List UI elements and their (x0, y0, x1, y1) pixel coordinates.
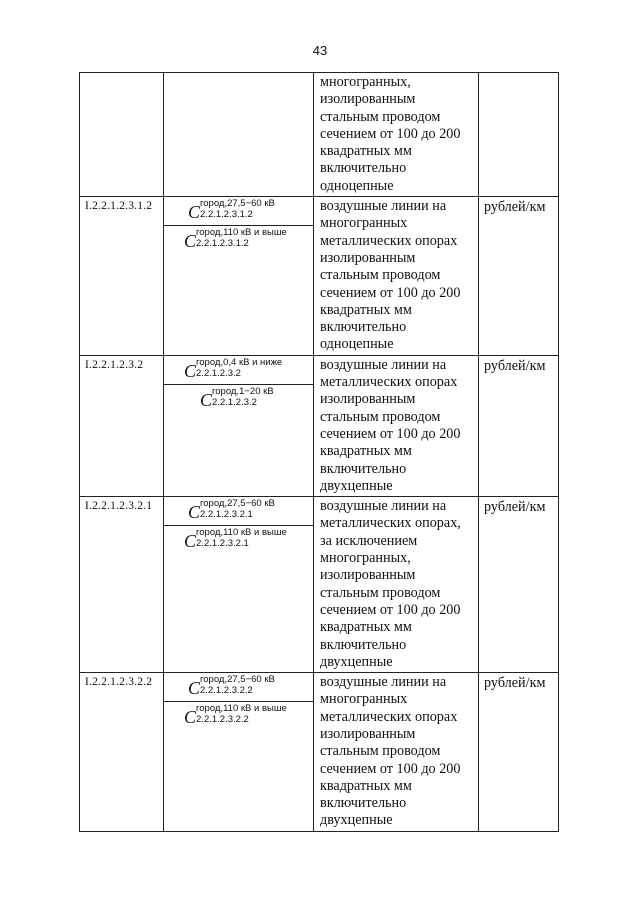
formula-symbol: C (200, 389, 213, 410)
formula-subscript: 2.2.1.2.3.2 (212, 396, 257, 408)
formula-subscript: 2.2.1.2.3.1.2 (196, 238, 249, 250)
row-code: I.2.2.1.2.3.2 (80, 355, 164, 496)
row-unit: рублей/км (479, 497, 559, 673)
table-row (80, 355, 559, 496)
formula-cell (164, 384, 313, 414)
formula-symbol: C (184, 360, 197, 381)
row-code (80, 73, 164, 197)
formula-superscript: город,27,5−60 кВ (200, 198, 275, 210)
formula-symbol: C (184, 531, 197, 552)
formula-cell (164, 356, 313, 384)
formula-superscript: город,110 кВ и выше (196, 527, 287, 539)
row-formula (164, 497, 314, 673)
formula-superscript: город,27,5−60 кВ (200, 674, 275, 686)
row-description: воздушные линии на многогранных металлических опорах изолированным стальным проводом сечением от 100 до 200 квадратных мм включительно двухцепные (314, 673, 479, 832)
row-description: воздушные линии на металлических опорах изолированным стальным проводом сечением от 100 до 200 квадратных мм включительно двухцепные (314, 355, 479, 496)
formula-subscript: 2.2.1.2.3.2.1 (196, 538, 249, 550)
formula-cell (164, 673, 313, 701)
formula-superscript: город,27,5−60 кВ (200, 498, 275, 510)
formula-superscript: город,0,4 кВ и ниже (196, 356, 283, 368)
row-unit: рублей/км (479, 355, 559, 496)
formula-superscript: город,110 кВ и выше (196, 227, 287, 239)
formula-cell (164, 197, 313, 225)
formula-symbol: C (184, 231, 197, 252)
row-description: многогранных, изолированным стальным проводом сечением от 100 до 200 квадратных мм включительно одноцепные (314, 73, 479, 197)
formula-superscript: город,1−20 кВ (212, 385, 274, 397)
formula-cell (164, 497, 313, 525)
row-code: I.2.2.1.2.3.2.2 (80, 673, 164, 832)
row-description: воздушные линии на многогранных металлических опорах изолированным стальным проводом сечением от 100 до 200 квадратных мм включительно одноцепные (314, 197, 479, 356)
row-formula (164, 355, 314, 496)
table-row (80, 673, 559, 832)
tariff-table (79, 72, 559, 832)
row-formula (164, 673, 314, 832)
table-row (80, 197, 559, 356)
formula-subscript: 2.2.1.2.3.2.2 (200, 685, 253, 697)
formula-symbol: C (184, 707, 197, 728)
table-row (80, 73, 559, 197)
formula-symbol: C (188, 678, 201, 699)
formula-cell (164, 525, 313, 555)
formula-subscript: 2.2.1.2.3.2 (196, 367, 241, 379)
page-number: 43 (312, 43, 328, 58)
row-code: I.2.2.1.2.3.1.2 (80, 197, 164, 356)
formula-symbol: C (188, 502, 201, 523)
formula-cell (164, 701, 313, 731)
formula-subscript: 2.2.1.2.3.2.1 (200, 509, 253, 521)
row-unit (479, 73, 559, 197)
row-unit: рублей/км (479, 673, 559, 832)
formula-subscript: 2.2.1.2.3.2.2 (196, 714, 249, 726)
row-formula (164, 197, 314, 356)
formula-subscript: 2.2.1.2.3.1.2 (200, 209, 253, 221)
row-code: I.2.2.1.2.3.2.1 (80, 497, 164, 673)
row-description: воздушные линии на металлических опорах, за исключением многогранных, изолированным стальным проводом сечением от 100 до 200 квадратных мм включительно двухцепные (314, 497, 479, 673)
formula-symbol: C (188, 202, 201, 223)
formula-cell (164, 225, 313, 255)
row-formula (164, 73, 314, 197)
table-row (80, 497, 559, 673)
row-unit: рублей/км (479, 197, 559, 356)
formula-superscript: город,110 кВ и выше (196, 703, 287, 715)
